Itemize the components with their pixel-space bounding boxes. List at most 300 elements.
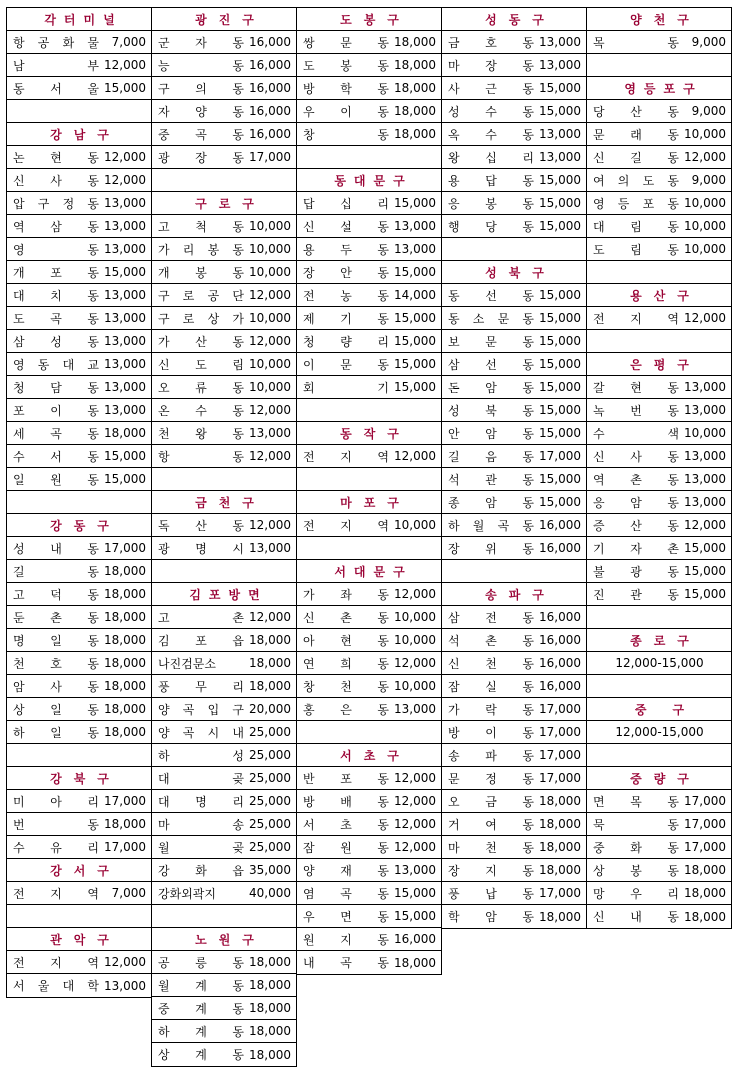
district-name: 마 송 (158, 817, 244, 832)
district-name: 행 당 동 (448, 219, 534, 234)
table-row (297, 606, 441, 629)
district-header-row: 양천구 (587, 8, 731, 31)
district-name: 하 월 곡 동 (448, 518, 534, 533)
price-value: 15,000 (539, 495, 581, 509)
district-name: 김 포 읍 (158, 633, 244, 648)
district-name: 중 곡 동 (158, 127, 244, 142)
table-row (297, 192, 441, 215)
price-value: 16,000 (539, 518, 581, 532)
table-row (7, 422, 151, 445)
blank-row (442, 238, 586, 261)
district-name: 상 봉 동 (593, 863, 679, 878)
table-row (442, 744, 586, 767)
table-row (7, 399, 151, 422)
district-name: 아 현 동 (303, 633, 389, 648)
price-value: 9,000 (691, 104, 726, 118)
price-table-column (6, 7, 152, 998)
table-row (442, 445, 586, 468)
price-value: 18,000 (104, 564, 146, 578)
table-row (587, 537, 731, 560)
district-name: 암 사 동 (13, 679, 99, 694)
table-row (442, 790, 586, 813)
price-value: 12,000 (394, 449, 436, 463)
table-row (297, 261, 441, 284)
table-row (152, 698, 296, 721)
price-value: 15,000 (394, 909, 436, 923)
price-value: 15,000 (104, 449, 146, 463)
price-value: 18,000 (104, 426, 146, 440)
district-name: 청 담 동 (13, 380, 99, 395)
district-name: 마 천 동 (448, 840, 534, 855)
table-row (297, 928, 441, 951)
district-name: 강 화 읍 (158, 863, 244, 878)
district-name: 풍 무 리 (158, 679, 244, 694)
district-name: 장 위 동 (448, 541, 534, 556)
price-value: 15,000 (394, 265, 436, 279)
price-value: 15,000 (539, 426, 581, 440)
blank-row (587, 675, 731, 698)
price-value: 15,000 (394, 196, 436, 210)
district-name: 길 동 (13, 564, 99, 579)
district-name: 당 산 동 (593, 104, 679, 119)
district-name: 광 명 시 (158, 541, 244, 556)
district-name: 청 량 리 (303, 334, 389, 349)
table-row (152, 951, 296, 974)
table-row (587, 422, 731, 445)
district-name: 공 릉 동 (158, 955, 244, 970)
table-row (297, 698, 441, 721)
price-value: 9,000 (691, 173, 726, 187)
table-row (587, 859, 731, 882)
price-value: 13,000 (104, 242, 146, 256)
price-value: 10,000 (684, 426, 726, 440)
price-value: 15,000 (684, 564, 726, 578)
table-row (587, 491, 731, 514)
blank-row (442, 560, 586, 583)
table-row (7, 284, 151, 307)
price-value: 12,000 (249, 518, 291, 532)
price-value: 18,000 (394, 127, 436, 141)
blank-row (587, 261, 731, 284)
price-value: 40,000 (249, 886, 291, 900)
table-row (7, 629, 151, 652)
price-value: 16,000 (539, 679, 581, 693)
price-value: 16,000 (394, 932, 436, 946)
district-name: 하 일 동 (13, 725, 99, 740)
table-row (442, 215, 586, 238)
district-name: 개 포 동 (13, 265, 99, 280)
district-name: 회 기 (303, 380, 389, 395)
district-name: 우 면 동 (303, 909, 389, 924)
price-value: 17,000 (104, 541, 146, 555)
district-name: 용 두 동 (303, 242, 389, 257)
blank-row (587, 330, 731, 353)
price-value: 12,000 (104, 58, 146, 72)
price-value: 15,000 (104, 265, 146, 279)
district-name: 송 파 동 (448, 748, 534, 763)
table-row (152, 100, 296, 123)
table-row (442, 767, 586, 790)
price-value: 12,000 (104, 173, 146, 187)
district-name: 동 서 울 (13, 81, 99, 96)
district-name: 내 곡 동 (303, 956, 389, 970)
district-name: 전 지 역 (13, 886, 99, 901)
table-row (7, 974, 151, 997)
district-name: 압 구 정 동 (13, 196, 99, 211)
district-name: 하 계 동 (158, 1024, 244, 1039)
table-row (297, 123, 441, 146)
table-row (442, 905, 586, 928)
district-name: 영 동 대 교 (13, 357, 99, 372)
table-row (442, 330, 586, 353)
table-row (442, 537, 586, 560)
price-value: 25,000 (249, 817, 291, 831)
table-row (442, 100, 586, 123)
price-value: 18,000 (249, 1047, 291, 1062)
district-name: 돈 암 동 (448, 380, 534, 395)
district-name: 신 도 림 (158, 357, 244, 372)
table-row (442, 123, 586, 146)
price-value: 18,000 (104, 702, 146, 716)
price-value: 15,000 (539, 472, 581, 486)
district-name: 구 로 공 단 (158, 288, 244, 303)
price-value: 10,000 (394, 633, 436, 647)
price-value: 15,000 (394, 380, 436, 394)
price-value: 18,000 (539, 794, 581, 808)
district-header-row: 용산구 (587, 284, 731, 307)
district-name: 가 리 봉 동 (158, 242, 244, 257)
table-row (297, 583, 441, 606)
district-name: 구 로 상 가 (158, 311, 244, 326)
price-value: 15,000 (539, 357, 581, 371)
table-row (152, 330, 296, 353)
table-row (442, 422, 586, 445)
price-value: 13,000 (104, 357, 146, 371)
price-value: 25,000 (249, 771, 291, 785)
price-value: 16,000 (249, 81, 291, 95)
price-value: 18,000 (104, 633, 146, 647)
price-value: 10,000 (394, 610, 436, 624)
table-row (152, 721, 296, 744)
district-name: 수 색 (593, 426, 679, 441)
price-value: 13,000 (684, 449, 726, 463)
table-row (152, 744, 296, 767)
table-row (587, 100, 731, 123)
price-value: 15,000 (684, 587, 726, 601)
table-row (297, 882, 441, 905)
district-name: 서 울 대 학 (13, 979, 99, 993)
district-header-row: 광진구 (152, 8, 296, 31)
table-row (297, 951, 441, 974)
district-name: 오 류 동 (158, 380, 244, 395)
district-name: 신 사 동 (593, 449, 679, 464)
blank-row (152, 560, 296, 583)
price-value: 15,000 (104, 81, 146, 95)
price-value: 17,000 (539, 725, 581, 739)
district-name: 가 좌 동 (303, 587, 389, 602)
district-name: 문 래 동 (593, 127, 679, 142)
district-name: 염 곡 동 (303, 886, 389, 901)
district-name: 잠 원 동 (303, 840, 389, 855)
district-name: 수 유 리 (13, 840, 99, 855)
district-name: 온 수 동 (158, 403, 244, 418)
district-name: 고 척 동 (158, 219, 244, 234)
table-row (442, 813, 586, 836)
price-value: 10,000 (684, 196, 726, 210)
price-value: 12,000 (249, 449, 291, 463)
district-name: 영 동 (13, 242, 99, 257)
table-row (7, 353, 151, 376)
table-row (152, 54, 296, 77)
district-header-row: 각터미널 (7, 8, 151, 31)
district-name: 도 곡 동 (13, 311, 99, 326)
table-row (587, 905, 731, 928)
district-name: 능 동 (158, 58, 244, 73)
table-row (7, 146, 151, 169)
district-name: 역 촌 동 (593, 472, 679, 487)
blank-row (7, 744, 151, 767)
district-name: 월 곶 (158, 840, 244, 855)
price-value: 16,000 (249, 104, 291, 118)
table-row (442, 31, 586, 54)
price-value: 12,000 (394, 840, 436, 854)
table-row (7, 560, 151, 583)
district-header-row: 강동구 (7, 514, 151, 537)
table-row (7, 169, 151, 192)
district-name: 보 문 동 (448, 334, 534, 349)
price-value: 13,000 (104, 403, 146, 417)
table-row (297, 790, 441, 813)
blank-row (297, 399, 441, 422)
district-name: 상 일 동 (13, 702, 99, 717)
price-value: 15,000 (104, 472, 146, 486)
district-name: 중 계 동 (158, 1001, 244, 1016)
blank-row (152, 905, 296, 928)
district-name: 쌍 문 동 (303, 35, 389, 50)
price-value: 9,000 (691, 35, 726, 49)
district-name: 동 선 동 (448, 288, 534, 303)
price-value: 13,000 (104, 380, 146, 394)
price-value: 18,000 (394, 58, 436, 72)
district-name: 수 서 동 (13, 449, 99, 464)
district-name: 신 내 동 (593, 910, 679, 924)
district-name: 방 이 동 (448, 725, 534, 740)
table-row (7, 307, 151, 330)
blank-row (7, 491, 151, 514)
price-value: 10,000 (249, 265, 291, 279)
district-name: 면 목 동 (593, 794, 679, 809)
district-name: 삼 성 동 (13, 334, 99, 349)
district-name: 영 등 포 동 (593, 196, 679, 211)
price-value: 15,000 (539, 219, 581, 233)
table-row (442, 882, 586, 905)
price-value: 15,000 (539, 403, 581, 417)
district-name: 천 왕 동 (158, 426, 244, 441)
table-row (297, 629, 441, 652)
price-value: 18,000 (539, 863, 581, 877)
table-row (442, 675, 586, 698)
district-header-row: 송파구 (442, 583, 586, 606)
district-name: 고 덕 동 (13, 587, 99, 602)
table-row (152, 422, 296, 445)
table-row (587, 31, 731, 54)
table-row (297, 767, 441, 790)
table-row (442, 468, 586, 491)
district-name: 대 명 리 (158, 794, 244, 809)
district-header-row: 성동구 (442, 8, 586, 31)
district-name: 광 장 동 (158, 150, 244, 165)
table-row (152, 813, 296, 836)
price-value: 15,000 (539, 104, 581, 118)
district-name: 군 자 동 (158, 35, 244, 50)
price-value: 18,000 (539, 909, 581, 924)
table-row (7, 31, 151, 54)
price-value: 13,000 (684, 380, 726, 394)
table-row (442, 146, 586, 169)
table-row (152, 767, 296, 790)
district-name: 고 촌 (158, 610, 244, 625)
district-header-row: 종로구 (587, 629, 731, 652)
price-value: 18,000 (394, 35, 436, 49)
district-name: 제 기 동 (303, 311, 389, 326)
district-name: 잠 실 동 (448, 679, 534, 694)
table-row (152, 629, 296, 652)
table-row (587, 399, 731, 422)
district-name: 성 수 동 (448, 104, 534, 119)
district-name: 진 관 동 (593, 587, 679, 602)
district-name: 석 촌 동 (448, 633, 534, 648)
price-value: 17,000 (539, 702, 581, 716)
district-name: 용 답 동 (448, 173, 534, 188)
district-name: 신 촌 동 (303, 610, 389, 625)
price-value: 13,000 (394, 242, 436, 256)
table-row (152, 31, 296, 54)
price-value: 20,000 (249, 702, 291, 716)
table-row (152, 445, 296, 468)
price-value: 10,000 (249, 357, 291, 371)
price-value: 13,000 (104, 219, 146, 233)
table-row (297, 675, 441, 698)
price-value: 12,000 (104, 955, 146, 969)
table-row (442, 192, 586, 215)
district-name: 대 치 동 (13, 288, 99, 303)
table-row (442, 514, 586, 537)
price-value: 15,000 (539, 334, 581, 348)
district-name: 신 길 동 (593, 150, 679, 165)
table-row (7, 261, 151, 284)
district-name: 이 문 동 (303, 357, 389, 372)
district-name: 전 지 역 (303, 518, 389, 533)
table-row (7, 445, 151, 468)
district-name: 삼 선 동 (448, 357, 534, 372)
district-name: 독 산 동 (158, 518, 244, 533)
table-row (442, 836, 586, 859)
price-value: 10,000 (684, 127, 726, 141)
table-row (152, 974, 296, 997)
district-name: 일 원 동 (13, 472, 99, 487)
price-value: 16,000 (249, 127, 291, 141)
district-name: 길 음 동 (448, 449, 534, 464)
district-name: 방 배 동 (303, 794, 389, 809)
table-row (152, 353, 296, 376)
district-name: 양 곡 시 내 (158, 725, 244, 740)
table-row (587, 836, 731, 859)
price-value: 18,000 (104, 817, 146, 831)
price-value: 15,000 (684, 541, 726, 555)
table-row (7, 192, 151, 215)
table-row (297, 376, 441, 399)
district-name: 대 림 동 (593, 219, 679, 234)
table-row (152, 836, 296, 859)
table-row (297, 905, 441, 928)
table-row (152, 652, 296, 675)
table-row (297, 238, 441, 261)
table-row (152, 1043, 296, 1066)
price-value: 13,000 (539, 150, 581, 164)
price-value: 25,000 (249, 748, 291, 762)
district-header-row: 마포구 (297, 491, 441, 514)
price-value: 25,000 (249, 794, 291, 808)
table-row (152, 146, 296, 169)
blank-row (297, 721, 441, 744)
price-value: 18,000 (249, 955, 291, 969)
table-row (442, 169, 586, 192)
table-row (587, 468, 731, 491)
district-name: 옥 수 동 (448, 127, 534, 142)
district-name: 성 북 동 (448, 403, 534, 418)
district-name: 석 관 동 (448, 472, 534, 487)
district-name: 거 여 동 (448, 817, 534, 832)
table-row (442, 353, 586, 376)
price-value: 13,000 (104, 978, 146, 993)
district-name: 도 봉 동 (303, 58, 389, 73)
blank-row (297, 537, 441, 560)
district-name: 나 진 검 문 소 (158, 656, 216, 671)
price-value: 14,000 (394, 288, 436, 302)
district-name: 양 재 동 (303, 863, 389, 878)
price-value: 13,000 (104, 288, 146, 302)
district-name: 마 장 동 (448, 58, 534, 73)
price-value: 12,000 (104, 150, 146, 164)
price-value: 13,000 (684, 403, 726, 417)
price-value: 15,000 (394, 357, 436, 371)
district-name: 여 의 도 동 (593, 173, 679, 188)
district-name: 장 지 동 (448, 863, 534, 878)
price-value: 18,000 (249, 679, 291, 693)
table-row (7, 54, 151, 77)
district-name: 전 지 역 (13, 955, 99, 970)
price-value: 18,000 (249, 978, 291, 992)
price-value: 15,000 (539, 380, 581, 394)
district-name: 기 자 촌 (593, 541, 679, 556)
district-name: 성 내 동 (13, 541, 99, 556)
table-row (297, 330, 441, 353)
table-row (587, 583, 731, 606)
table-row (152, 514, 296, 537)
district-name: 반 포 동 (303, 771, 389, 786)
price-value: 15,000 (394, 334, 436, 348)
price-value: 17,000 (539, 748, 581, 762)
table-row (152, 284, 296, 307)
price-value: 18,000 (684, 909, 726, 924)
price-value: 15,000 (394, 311, 436, 325)
table-row (7, 836, 151, 859)
table-row (587, 307, 731, 330)
price-value: 7,000 (111, 886, 146, 900)
table-row (442, 698, 586, 721)
table-row (7, 376, 151, 399)
price-value: 12,000 (249, 610, 291, 624)
